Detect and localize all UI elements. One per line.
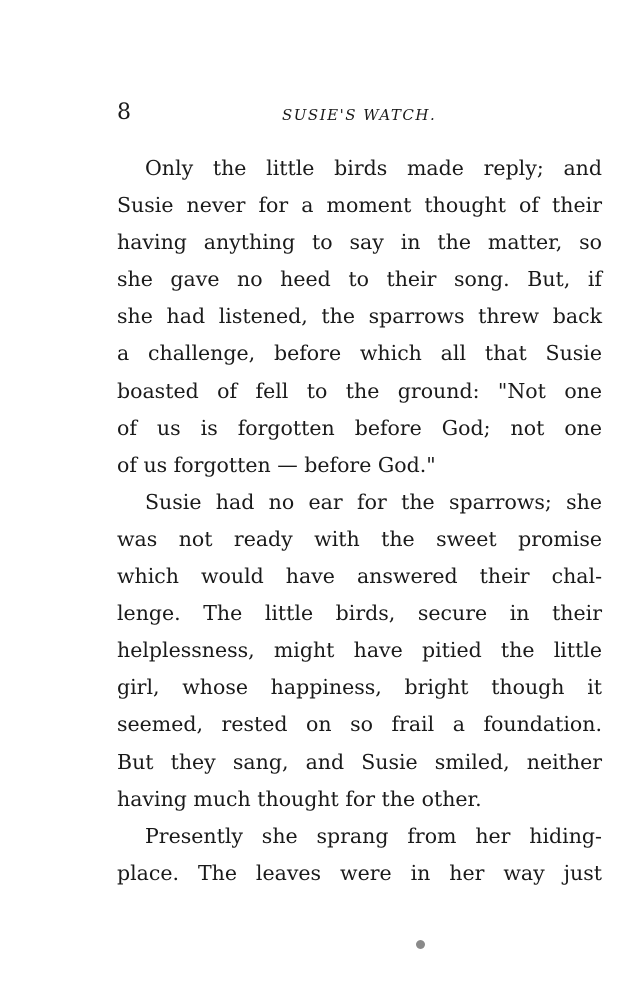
- paragraph-1: [117, 150, 602, 484]
- text-line: girl, whose happiness, bright though it: [117, 675, 602, 700]
- running-head: [117, 98, 603, 128]
- text-line: boasted of fell to the ground: "Not one: [117, 378, 602, 403]
- text-line: lenge. The little birds, secure in their: [117, 601, 602, 626]
- text-line: helplessness, might have pitied the little: [117, 638, 602, 663]
- text-line: was not ready with the sweet promise: [117, 526, 602, 551]
- text-line: she had listened, the sparrows threw back: [117, 304, 602, 329]
- text-line: But they sang, and Susie smiled, neither: [117, 749, 602, 774]
- text-line: Susie never for a moment thought of their: [117, 193, 602, 218]
- paragraph-2: [117, 484, 602, 818]
- body-text: [117, 150, 602, 892]
- text-line: Only the little birds made reply; and: [145, 156, 602, 180]
- paragraph-3: [117, 818, 602, 892]
- text-line: seemed, rested on so frail a foundation.: [117, 712, 602, 737]
- page-number: 8: [117, 100, 131, 125]
- running-title: SUSIE'S WATCH.: [282, 106, 437, 124]
- text-line: place. The leaves were in her way just: [117, 860, 602, 885]
- text-line: of us forgotten — before God.": [117, 452, 436, 477]
- text-line: Presently she sprang from her hiding-: [145, 823, 602, 848]
- text-line: having much thought for the other.: [117, 786, 482, 811]
- text-line: Susie had no ear for the sparrows; she: [145, 489, 602, 514]
- text-line: a challenge, before which all that Susie: [117, 341, 602, 366]
- text-line: which would have answered their chal-: [117, 564, 602, 589]
- text-line: she gave no heed to their song. But, if: [117, 267, 602, 292]
- text-line: having anything to say in the matter, so: [117, 230, 602, 255]
- printer-mark-dot: [416, 940, 425, 949]
- text-line: of us is forgotten before God; not one: [117, 415, 602, 440]
